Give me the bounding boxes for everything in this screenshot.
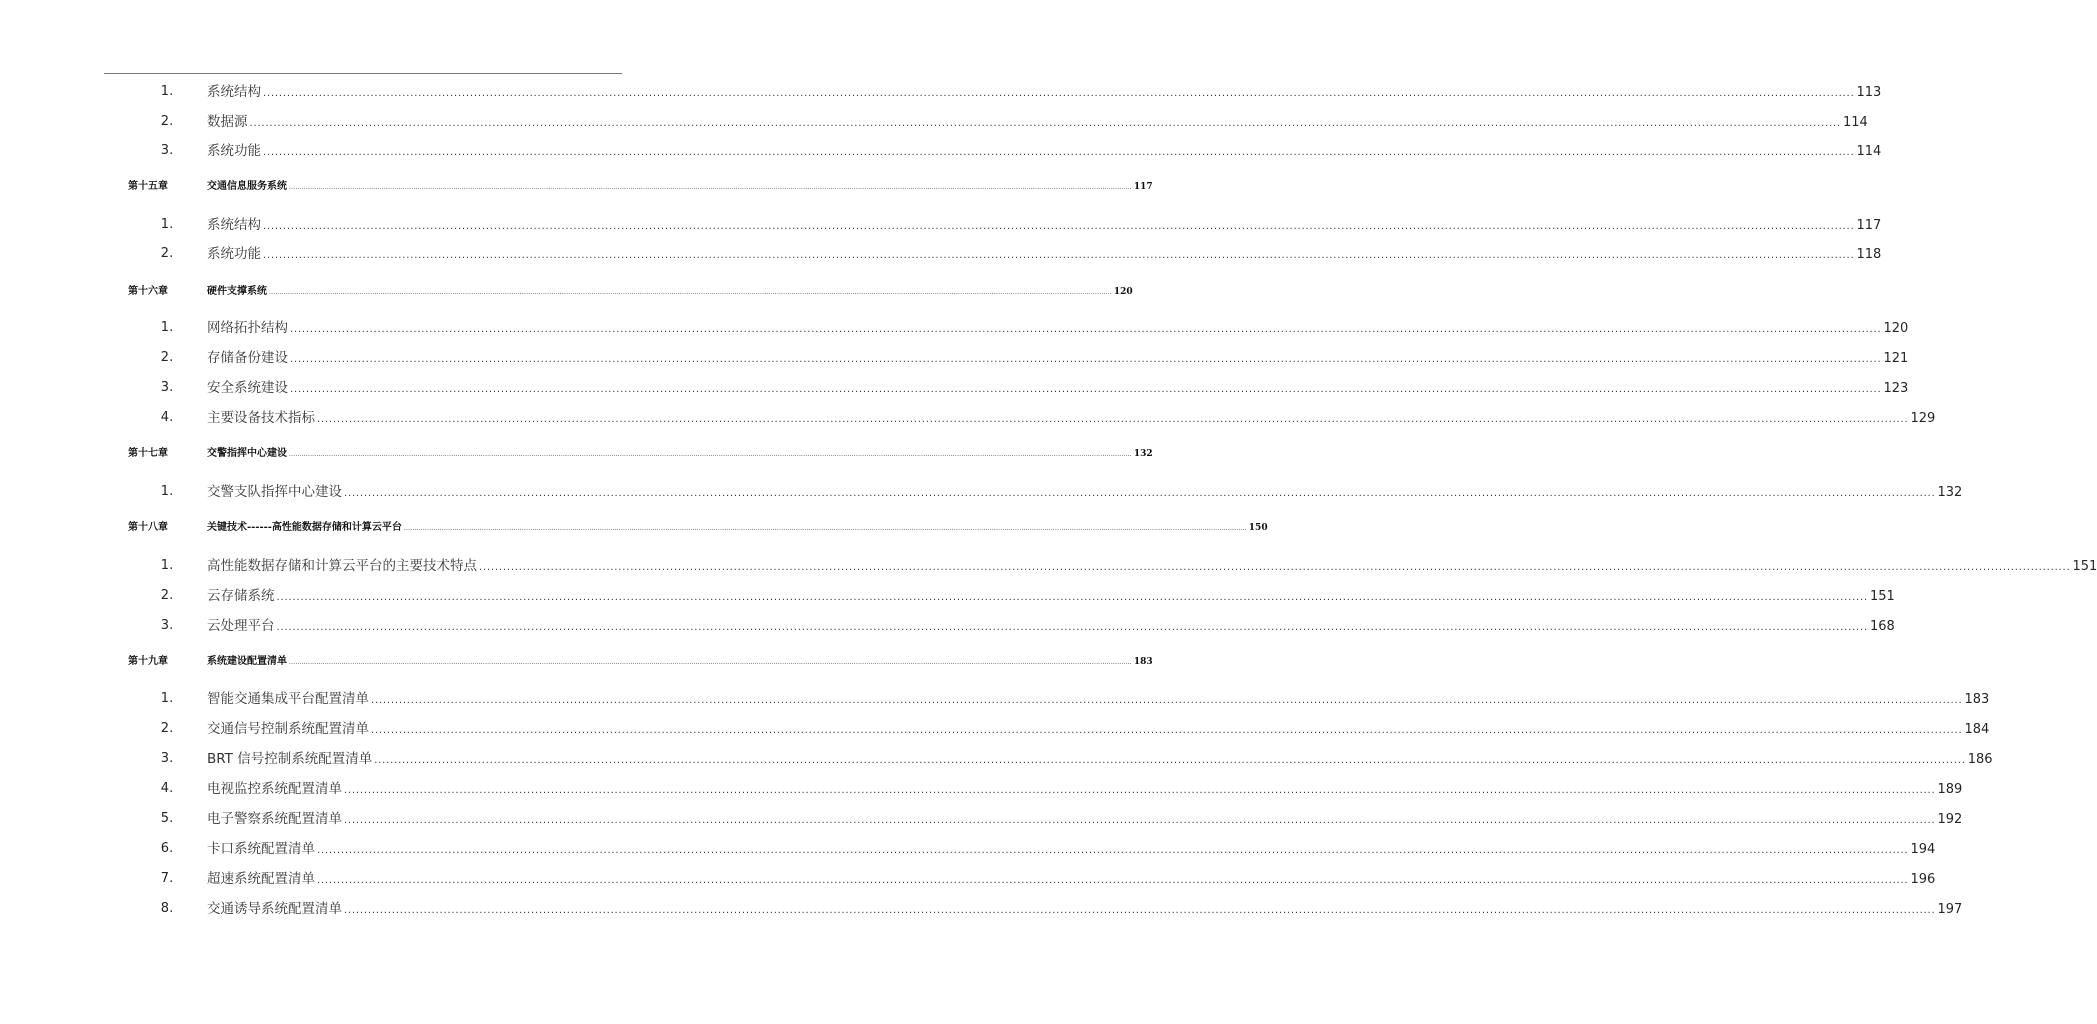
toc-item[interactable]: [0, 898, 1963, 920]
toc-item-title: 存储备份建设: [207, 350, 288, 366]
toc-item-entry: [207, 347, 1909, 371]
toc-chapter-number: 第十五章: [128, 181, 168, 192]
toc-item[interactable]: [0, 243, 1882, 265]
header-rule: [104, 73, 622, 74]
toc-item[interactable]: [0, 481, 1963, 503]
toc-chapter-page: 132: [1133, 449, 1153, 459]
toc-item-title: 系统功能: [207, 143, 261, 159]
toc-item-title: BRT 信号控制系统配置清单: [207, 751, 373, 767]
toc-item[interactable]: [0, 748, 1993, 770]
dot-leader: ................................................................................................................................................................................................................................................................................................................................................................................................................: [403, 525, 1247, 532]
toc-item-title: 网络拓扑结构: [207, 320, 288, 336]
toc-item-title: 高性能数据存储和计算云平台的主要技术特点: [207, 558, 477, 574]
toc-chapter[interactable]: [0, 517, 1268, 539]
toc-item-title: 超速系统配置清单: [207, 871, 315, 887]
toc-item-page: 151: [1869, 589, 1895, 604]
toc-item[interactable]: [0, 140, 1882, 162]
dot-leader: ................................................................................................................................................................................................................................................................................................................................................................................................................: [317, 845, 1909, 856]
toc-item-title: 安全系统建设: [207, 380, 288, 396]
toc-item-number: 3.: [160, 751, 174, 766]
toc-chapter[interactable]: [0, 443, 1153, 465]
toc-item-entry: [207, 585, 1895, 609]
toc-item-number: 7.: [160, 871, 174, 886]
toc-item-page: 132: [1937, 485, 1963, 500]
toc-item-page: 113: [1856, 85, 1882, 100]
dot-leader: ................................................................................................................................................................................................................................................................................................................................................................................................................: [371, 695, 1963, 706]
toc-item-entry: [207, 214, 1882, 238]
dot-leader: ................................................................................................................................................................................................................................................................................................................................................................................................................: [317, 414, 1909, 425]
toc-item-entry: [207, 243, 1882, 267]
toc-item-page: 120: [1883, 321, 1909, 336]
toc-item[interactable]: [0, 555, 2097, 577]
toc-item-entry: [207, 111, 1868, 135]
toc-item[interactable]: [0, 808, 1963, 830]
dot-leader: ................................................................................................................................................................................................................................................................................................................................................................................................................: [344, 785, 1936, 796]
toc-item-number: 2.: [160, 350, 174, 365]
toc-item-title: 电视监控系统配置清单: [207, 781, 342, 797]
toc-item-page: 184: [1964, 722, 1990, 737]
toc-item[interactable]: [0, 214, 1882, 236]
toc-item[interactable]: [0, 377, 1909, 399]
toc-item-entry: [207, 555, 2097, 579]
toc-item-number: 2.: [160, 114, 174, 129]
toc-item-entry: [207, 140, 1882, 164]
toc-chapter-title: 硬件支撑系统: [207, 286, 267, 297]
toc-item-entry: [207, 898, 1963, 922]
dot-leader: ................................................................................................................................................................................................................................................................................................................................................................................................................: [263, 221, 1855, 232]
toc-item-title: 主要设备技术指标: [207, 410, 315, 426]
toc-item-entry: [207, 718, 1990, 742]
toc-item-number: 4.: [160, 781, 174, 796]
toc-item-title: 交通诱导系统配置清单: [207, 901, 342, 917]
dot-leader: ................................................................................................................................................................................................................................................................................................................................................................................................................: [263, 147, 1855, 158]
toc-item-page: 121: [1883, 351, 1909, 366]
dot-leader: ................................................................................................................................................................................................................................................................................................................................................................................................................: [263, 88, 1855, 99]
toc-chapter-page: 120: [1113, 287, 1133, 297]
dot-leader: ................................................................................................................................................................................................................................................................................................................................................................................................................: [374, 755, 1966, 766]
toc-item[interactable]: [0, 718, 1990, 740]
toc-chapter-number: 第十八章: [128, 522, 168, 533]
toc-item-page: 123: [1883, 381, 1909, 396]
toc-chapter-title: 交通信息服务系统: [207, 181, 287, 192]
toc-chapter[interactable]: [0, 281, 1133, 303]
toc-item-title: 数据源: [207, 114, 248, 130]
toc-item[interactable]: [0, 688, 1990, 710]
toc-item[interactable]: [0, 317, 1909, 339]
dot-leader: ................................................................................................................................................................................................................................................................................................................................................................................................................: [344, 905, 1936, 916]
toc-item-page: 114: [1856, 144, 1882, 159]
toc-item-title: 云存储系统: [207, 588, 275, 604]
toc-item-number: 1.: [160, 217, 174, 232]
toc-chapter-title: 交警指挥中心建设: [207, 448, 287, 459]
toc-item-entry: [207, 688, 1990, 712]
toc-item[interactable]: [0, 585, 1895, 607]
toc-item-title: 系统功能: [207, 246, 261, 262]
toc-item-number: 1.: [160, 691, 174, 706]
toc-item-page: 183: [1964, 692, 1990, 707]
dot-leader: ................................................................................................................................................................................................................................................................................................................................................................................................................: [263, 250, 1855, 261]
dot-leader: ................................................................................................................................................................................................................................................................................................................................................................................................................: [290, 324, 1882, 335]
toc-chapter-page: 150: [1248, 523, 1268, 533]
toc-chapter[interactable]: [0, 651, 1153, 673]
toc-item[interactable]: [0, 868, 1936, 890]
dot-leader: ................................................................................................................................................................................................................................................................................................................................................................................................................: [290, 384, 1882, 395]
toc-item-title: 云处理平台: [207, 618, 275, 634]
toc-item-entry: [207, 407, 1936, 431]
toc-item-entry: [207, 317, 1909, 341]
toc-item-number: 3.: [160, 618, 174, 633]
dot-leader: ................................................................................................................................................................................................................................................................................................................................................................................................................: [371, 725, 1963, 736]
toc-item-page: 151: [2072, 559, 2097, 574]
dot-leader: ................................................................................................................................................................................................................................................................................................................................................................................................................: [276, 622, 1868, 633]
toc-item[interactable]: [0, 81, 1882, 103]
toc-item-number: 2.: [160, 246, 174, 261]
toc-item-number: 8.: [160, 901, 174, 916]
toc-item-title: 系统结构: [207, 217, 261, 233]
toc-chapter-page: 183: [1133, 657, 1153, 667]
toc-chapter-number: 第十九章: [128, 656, 168, 667]
toc-item-number: 3.: [160, 380, 174, 395]
toc-item-page: 197: [1937, 902, 1963, 917]
toc-item-page: 196: [1910, 872, 1936, 887]
toc-item-number: 1.: [160, 320, 174, 335]
dot-leader: ................................................................................................................................................................................................................................................................................................................................................................................................................: [249, 118, 1841, 129]
dot-leader: ................................................................................................................................................................................................................................................................................................................................................................................................................: [276, 592, 1868, 603]
toc-item-page: 168: [1869, 619, 1895, 634]
toc-item-number: 4.: [160, 410, 174, 425]
toc-chapter-entry: [207, 281, 1133, 304]
toc-item-page: 114: [1842, 115, 1868, 130]
toc-item-entry: [207, 778, 1963, 802]
toc-item-title: 系统结构: [207, 84, 261, 100]
toc-item-page: 118: [1856, 247, 1882, 262]
toc-item-title: 卡口系统配置清单: [207, 841, 315, 857]
toc-chapter-number: 第十七章: [128, 448, 168, 459]
toc-item[interactable]: [0, 111, 1868, 133]
dot-leader: ................................................................................................................................................................................................................................................................................................................................................................................................................: [344, 488, 1936, 499]
toc-item[interactable]: [0, 347, 1909, 369]
toc-item-entry: [207, 481, 1963, 505]
toc-item-entry: [207, 748, 1993, 772]
dot-leader: ................................................................................................................................................................................................................................................................................................................................................................................................................: [344, 815, 1936, 826]
toc-item-page: 194: [1910, 842, 1936, 857]
toc-chapter-title: 系统建设配置清单: [207, 656, 287, 667]
dot-leader: ................................................................................................................................................................................................................................................................................................................................................................................................................: [317, 875, 1909, 886]
toc-item-title: 智能交通集成平台配置清单: [207, 691, 369, 707]
toc-chapter-entry: [207, 651, 1153, 674]
toc-chapter-title: 关键技术------高性能数据存储和计算云平台: [207, 522, 402, 533]
toc-item-page: 186: [1967, 752, 1993, 767]
toc-item-entry: [207, 838, 1936, 862]
toc-item-entry: [207, 868, 1936, 892]
toc-chapter-entry: [207, 517, 1268, 540]
dot-leader: ................................................................................................................................................................................................................................................................................................................................................................................................................: [290, 354, 1882, 365]
toc-item-entry: [207, 81, 1882, 105]
toc-chapter[interactable]: [0, 176, 1153, 198]
toc-item-number: 1.: [160, 484, 174, 499]
toc-item[interactable]: [0, 615, 1895, 637]
dot-leader: ................................................................................................................................................................................................................................................................................................................................................................................................................: [269, 289, 1112, 296]
toc-item-page: 129: [1910, 411, 1936, 426]
toc-item-page: 192: [1937, 812, 1963, 827]
toc-item-title: 电子警察系统配置清单: [207, 811, 342, 827]
toc-item-number: 1.: [160, 558, 174, 573]
toc-item-number: 2.: [160, 721, 174, 736]
dot-leader: ................................................................................................................................................................................................................................................................................................................................................................................................................: [289, 184, 1132, 191]
toc-chapter-number: 第十六章: [128, 286, 168, 297]
toc-item-entry: [207, 615, 1895, 639]
toc-chapter-entry: [207, 176, 1153, 199]
toc-item-page: 189: [1937, 782, 1963, 797]
toc-item-entry: [207, 808, 1963, 832]
toc-item-number: 2.: [160, 588, 174, 603]
dot-leader: ................................................................................................................................................................................................................................................................................................................................................................................................................: [479, 562, 2071, 573]
toc-item[interactable]: [0, 407, 1936, 429]
toc-item-number: 6.: [160, 841, 174, 856]
toc-chapter-entry: [207, 443, 1153, 466]
toc-item[interactable]: [0, 778, 1963, 800]
toc-item-title: 交通信号控制系统配置清单: [207, 721, 369, 737]
toc-item[interactable]: [0, 838, 1936, 860]
toc-item-number: 3.: [160, 143, 174, 158]
dot-leader: ................................................................................................................................................................................................................................................................................................................................................................................................................: [289, 659, 1132, 666]
toc-item-entry: [207, 377, 1909, 401]
toc-item-title: 交警支队指挥中心建设: [207, 484, 342, 500]
toc-item-number: 1.: [160, 84, 174, 99]
toc-item-page: 117: [1856, 218, 1882, 233]
dot-leader: ................................................................................................................................................................................................................................................................................................................................................................................................................: [289, 451, 1132, 458]
toc-item-number: 5.: [160, 811, 174, 826]
toc-chapter-page: 117: [1133, 182, 1153, 192]
